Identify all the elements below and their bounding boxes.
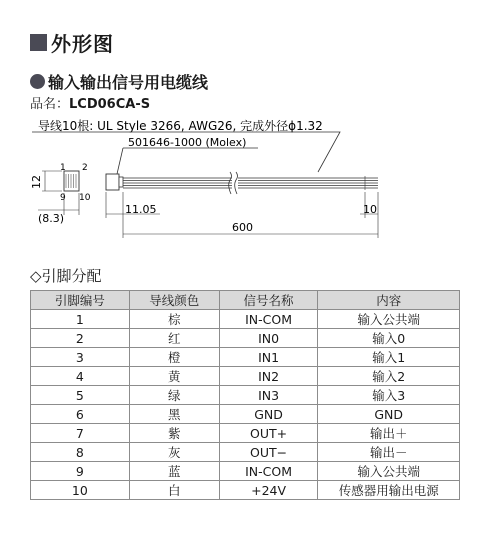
table-row	[31, 481, 460, 500]
cell-signal-name: OUT+	[219, 424, 318, 443]
part-number: LCD06CA-S	[69, 97, 151, 112]
header-wire-color: 导线颜色	[129, 291, 219, 310]
cell-wire-color: 紫	[129, 424, 219, 443]
cell-pin-number: 5	[31, 386, 130, 405]
pin-section-title: ◇引脚分配	[30, 267, 102, 285]
table-row	[31, 367, 460, 386]
cell-wire-color: 灰	[129, 443, 219, 462]
cable-wires	[123, 178, 378, 188]
cell-signal-name: IN3	[219, 386, 318, 405]
cell-content: 传感器用输出电源	[318, 481, 460, 500]
cell-signal-name: GND	[219, 405, 318, 424]
wire-spec: 导线10根: UL Style 3266, AWG26, 完成外径ϕ1.32	[38, 119, 323, 133]
pin-2-label: 2	[82, 163, 88, 173]
heading-square-icon	[30, 34, 47, 51]
cell-signal-name: IN0	[219, 329, 318, 348]
cell-signal-name: IN-COM	[219, 462, 318, 481]
cell-signal-name: OUT−	[219, 443, 318, 462]
cell-content: 输入1	[318, 348, 460, 367]
table-row	[31, 310, 460, 329]
cell-content: 输入3	[318, 386, 460, 405]
cell-pin-number: 7	[31, 424, 130, 443]
table-row	[31, 443, 460, 462]
pin-1-label: 1	[60, 163, 66, 173]
table-row	[31, 424, 460, 443]
cell-pin-number: 3	[31, 348, 130, 367]
connector-spec: 501646-1000 (Molex)	[128, 136, 247, 149]
cell-signal-name: IN1	[219, 348, 318, 367]
cell-pin-number: 6	[31, 405, 130, 424]
cell-pin-number: 4	[31, 367, 130, 386]
cell-wire-color: 红	[129, 329, 219, 348]
header-signal-name: 信号名称	[219, 291, 318, 310]
cell-signal-name: +24V	[219, 481, 318, 500]
table-row	[31, 405, 460, 424]
cell-wire-color: 橙	[129, 348, 219, 367]
cell-pin-number: 10	[31, 481, 130, 500]
cell-wire-color: 棕	[129, 310, 219, 329]
dim-strip: 10	[363, 203, 377, 216]
cell-content: 输入2	[318, 367, 460, 386]
cell-content: 输出－	[318, 443, 460, 462]
cell-wire-color: 蓝	[129, 462, 219, 481]
cell-wire-color: 黑	[129, 405, 219, 424]
heading-dot-icon	[30, 74, 45, 89]
table-header-row	[31, 291, 460, 310]
dim-height: 12	[30, 175, 43, 189]
cell-signal-name: IN2	[219, 367, 318, 386]
dim-connector: 11.05	[125, 203, 157, 216]
cell-content: 输入公共端	[318, 310, 460, 329]
cell-content: GND	[318, 405, 460, 424]
pin-10-label: 10	[79, 193, 91, 203]
cell-content: 输出＋	[318, 424, 460, 443]
cell-signal-name: IN-COM	[219, 310, 318, 329]
cell-content: 输入公共端	[318, 462, 460, 481]
table-row	[31, 462, 460, 481]
cell-pin-number: 9	[31, 462, 130, 481]
header-content: 内容	[318, 291, 460, 310]
part-label: 品名：	[30, 97, 70, 112]
connector-side-view	[106, 174, 119, 190]
table-row	[31, 386, 460, 405]
table-row	[31, 348, 460, 367]
section-heading	[30, 70, 208, 93]
dim-width: (8.3)	[38, 212, 65, 225]
cell-pin-number: 8	[31, 443, 130, 462]
pin-assignment-table	[30, 290, 460, 500]
pin-9-label: 9	[60, 193, 66, 203]
cell-pin-number: 1	[31, 310, 130, 329]
cell-wire-color: 黄	[129, 367, 219, 386]
connector-leader	[117, 148, 123, 174]
page-heading	[30, 28, 114, 57]
header-pin-number: 引脚编号	[31, 291, 130, 310]
page-title: 外形图	[51, 32, 114, 56]
cell-pin-number: 2	[31, 329, 130, 348]
cell-content: 输入0	[318, 329, 460, 348]
section-title: 输入输出信号用电缆线	[48, 73, 209, 92]
cell-wire-color: 绿	[129, 386, 219, 405]
table-row	[31, 329, 460, 348]
dim-total: 600	[232, 221, 253, 234]
cell-wire-color: 白	[129, 481, 219, 500]
cable-drawing	[0, 110, 486, 245]
